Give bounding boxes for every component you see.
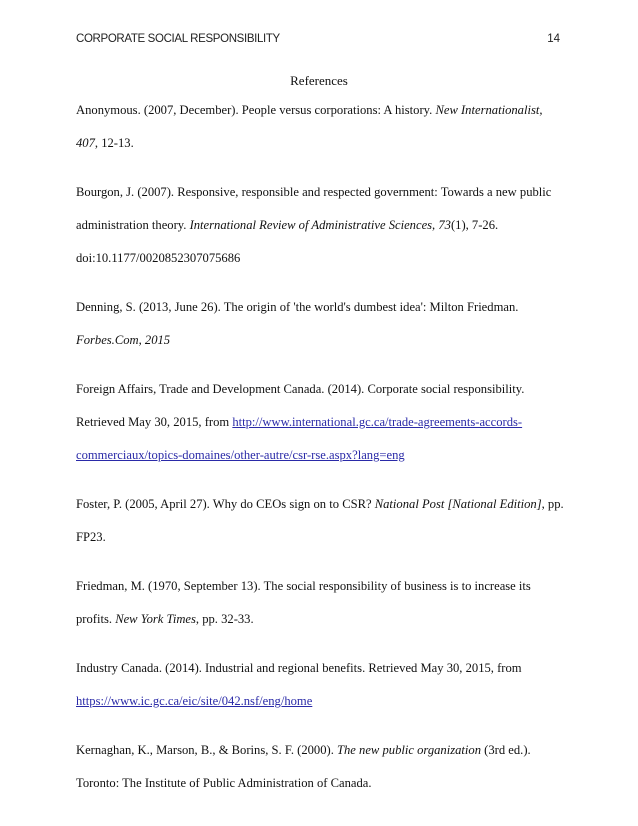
reference-denning-2013: [76, 291, 576, 357]
reference-text: administration theory.: [76, 218, 190, 232]
reference-line: [76, 176, 576, 209]
reference-kernaghan-2000: [76, 734, 576, 800]
volume-number: 407: [76, 136, 95, 150]
reference-line: [76, 734, 576, 767]
reference-text: , pp.: [541, 497, 564, 511]
running-head: CORPORATE SOCIAL RESPONSIBILITY: [76, 33, 280, 45]
doi-text: doi:10.1177/0020852307075686: [76, 251, 241, 265]
reference-text: Denning, S. (2013, June 26). The origin of 'the world's dumbest idea': Milton Friedman.: [76, 300, 519, 314]
reference-text: Foreign Affairs, Trade and Development Canada. (2014). Corporate social responsibility.: [76, 382, 525, 396]
reference-line: [76, 242, 576, 275]
reference-anonymous-2007: [76, 94, 576, 160]
reference-text: Anonymous. (2007, December). People versus corporations: A history.: [76, 103, 436, 117]
reference-line: [76, 94, 576, 127]
reference-line: [76, 603, 576, 636]
reference-text: Friedman, M. (1970, September 13). The social responsibility of business is to increase its: [76, 579, 531, 593]
reference-line: [76, 488, 576, 521]
reference-bourgon-2007: [76, 176, 576, 275]
reference-line: [76, 439, 576, 472]
reference-line: [76, 127, 576, 160]
journal-title: New Internationalist,: [435, 103, 543, 117]
reference-text: Bourgon, J. (2007). Responsive, responsible and respected government: Towards a new public: [76, 185, 552, 199]
reference-link-continued[interactable]: commerciaux/topics-domaines/other-autre/csr-rse.aspx?lang=eng: [76, 448, 405, 462]
reference-line: [76, 521, 576, 554]
reference-line: [76, 685, 576, 718]
reference-friedman-1970: [76, 570, 576, 636]
reference-text: , 12-13.: [94, 136, 134, 150]
reference-link[interactable]: https://www.ic.gc.ca/eic/site/042.nsf/eng/home: [76, 694, 313, 708]
book-title: The new public organization: [337, 743, 482, 757]
reference-line: [76, 373, 576, 406]
reference-text: Retrieved May 30, 2015, from: [76, 415, 233, 429]
journal-title: National Post [National Edition]: [374, 497, 542, 511]
reference-text: Industry Canada. (2014). Industrial and regional benefits. Retrieved May 30, 2015, from: [76, 661, 522, 675]
reference-line: [76, 767, 576, 800]
reference-text: profits.: [76, 612, 116, 626]
reference-text: Foster, P. (2005, April 27). Why do CEOs sign on to CSR?: [76, 497, 375, 511]
reference-text: (1), 7-26.: [450, 218, 499, 232]
references-heading: References: [290, 73, 348, 88]
reference-line: [76, 570, 576, 603]
reference-line: [76, 324, 576, 357]
reference-foster-2005: [76, 488, 576, 554]
page-number: 14: [547, 33, 560, 45]
reference-text: , pp. 32-33.: [195, 612, 254, 626]
reference-line: [76, 209, 576, 242]
reference-text: Kernaghan, K., Marson, B., & Borins, S. F. (2000).: [76, 743, 337, 757]
reference-text: Toronto: The Institute of Public Administration of Canada.: [76, 776, 372, 790]
reference-link[interactable]: http://www.international.gc.ca/trade-agreements-accords-: [232, 415, 523, 429]
reference-line: [76, 652, 576, 685]
reference-line: [76, 406, 576, 439]
reference-text: FP23.: [76, 530, 106, 544]
journal-title: New York Times: [115, 612, 196, 626]
reference-line: [76, 291, 576, 324]
reference-list: [76, 94, 576, 816]
journal-title: International Review of Administrative Sciences, 73: [189, 218, 451, 232]
reference-foreign-affairs-2014: [76, 373, 576, 472]
reference-industry-canada-2014: [76, 652, 576, 718]
journal-title: Forbes.Com, 2015: [76, 333, 171, 347]
reference-text: (3rd ed.).: [481, 743, 531, 757]
